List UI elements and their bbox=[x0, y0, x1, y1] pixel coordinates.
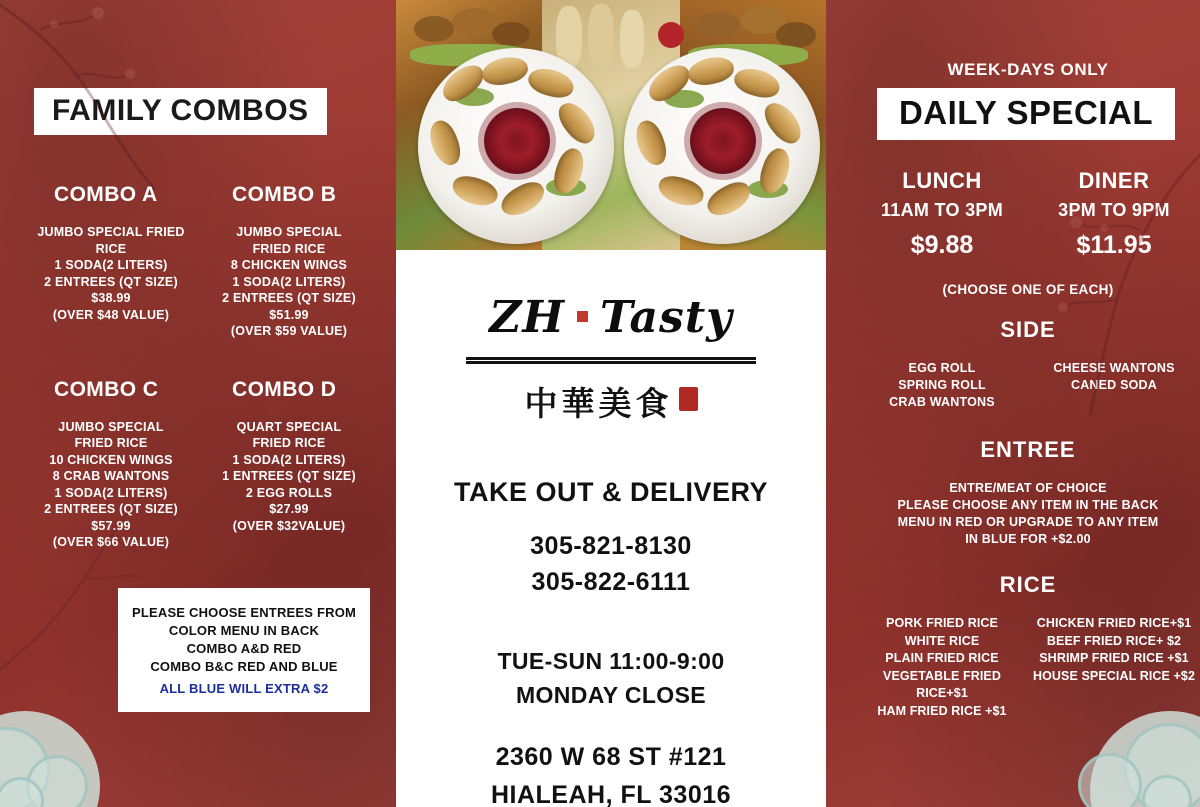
combo-c-line: 1 SODA(2 LITERS) bbox=[54, 485, 168, 500]
combo-a-head-row bbox=[22, 181, 200, 224]
rice-option: SHRIMP FRIED RICE +$1 bbox=[1039, 651, 1189, 665]
entree-line: ENTRE/MEAT OF CHOICE bbox=[949, 481, 1107, 495]
side-options-col-2 bbox=[1028, 360, 1200, 411]
logo-wordmark bbox=[396, 292, 826, 343]
combo-b-line: JUMBO SPECIAL bbox=[236, 225, 342, 239]
combo-b-line: 1 SODA(2 LITERS) bbox=[232, 274, 346, 289]
restaurant-logo bbox=[396, 292, 826, 425]
combo-d-title bbox=[222, 376, 344, 405]
lunch-price: $9.88 bbox=[910, 231, 974, 259]
side-option: EGG ROLL bbox=[908, 361, 976, 375]
daily-special-title: DAILY SPECIAL bbox=[877, 88, 1175, 140]
address-line-1: 2360 W 68 ST #121 bbox=[495, 743, 727, 771]
takeout-heading: TAKE OUT & DELIVERY bbox=[453, 477, 768, 507]
rice-option: VEGETABLE FRIED RICE+$1 bbox=[883, 668, 1001, 700]
combo-a-price: $38.99 bbox=[91, 291, 131, 305]
rice-option: PLAIN FRIED RICE bbox=[885, 651, 999, 665]
combo-c-line: JUMBO SPECIAL bbox=[58, 419, 164, 434]
phone-numbers bbox=[396, 528, 826, 600]
entree-section-header-wrap bbox=[826, 435, 1200, 466]
combo-b-head-row bbox=[200, 181, 378, 224]
combo-b-title bbox=[222, 181, 344, 210]
meal-lunch bbox=[856, 168, 1028, 260]
combo-a-line: JUMBO SPECIAL FRIED RICE bbox=[37, 225, 185, 256]
note-line-4: COMBO B&C RED AND BLUE bbox=[150, 659, 338, 674]
combo-c-value: (OVER $66 VALUE) bbox=[52, 535, 170, 549]
combo-c-line: 8 CRAB WANTONS bbox=[52, 469, 170, 483]
address-line-2: HIALEAH, FL 33016 bbox=[490, 781, 732, 807]
rice-options bbox=[826, 615, 1200, 720]
side-section-header bbox=[980, 315, 1075, 346]
entree-section-title: ENTREE bbox=[980, 437, 1076, 462]
combo-b-line: 8 CHICKEN WINGS bbox=[230, 258, 348, 272]
note-line-2: COLOR MENU IN BACK bbox=[168, 623, 320, 638]
entree-line: IN BLUE FOR +$2.00 bbox=[965, 532, 1091, 546]
entree-line: MENU IN RED OR UPGRADE TO ANY ITEM bbox=[897, 515, 1159, 529]
side-option: CANED SODA bbox=[1070, 378, 1158, 392]
combo-b-price: $51.99 bbox=[269, 307, 309, 322]
rice-option: HAM FRIED RICE +$1 bbox=[877, 703, 1007, 718]
logo-chinese-text: 中華美食 bbox=[524, 384, 673, 423]
rice-section-title: RICE bbox=[999, 572, 1057, 597]
family-combos-title: FAMILY COMBOS bbox=[34, 88, 327, 135]
side-options bbox=[826, 360, 1200, 411]
combo-d-line: FRIED RICE bbox=[252, 436, 326, 450]
choose-one-note: (CHOOSE ONE OF EACH) bbox=[942, 282, 1114, 297]
hours-closed: MONDAY CLOSE bbox=[515, 682, 707, 708]
carved-rose-right bbox=[690, 108, 756, 174]
weekdays-label: WEEK-DAYS ONLY bbox=[947, 60, 1109, 79]
combo-c-lines bbox=[22, 419, 200, 551]
meal-periods bbox=[826, 168, 1200, 260]
logo-zh-text: ZH bbox=[489, 292, 565, 343]
combo-d bbox=[200, 376, 378, 551]
combo-d-value: (OVER $32VALUE) bbox=[232, 518, 346, 533]
combo-d-title-text: COMBO D bbox=[232, 377, 337, 401]
carved-rose-left bbox=[484, 108, 550, 174]
combo-b-value: (OVER $59 VALUE) bbox=[230, 324, 348, 338]
combo-a-value: (OVER $48 VALUE) bbox=[52, 307, 170, 322]
combo-c-line: FRIED RICE bbox=[74, 436, 148, 450]
logo-square-icon bbox=[577, 311, 588, 322]
dinner-time: 3PM TO 9PM bbox=[1058, 200, 1170, 220]
combo-c-title bbox=[44, 376, 166, 405]
combo-a bbox=[22, 181, 200, 340]
center-panel-info bbox=[396, 0, 826, 807]
combo-a-lines bbox=[22, 224, 200, 323]
lunch-time: 11AM TO 3PM bbox=[880, 200, 1003, 220]
combo-grid bbox=[0, 181, 396, 551]
combo-a-line: 1 SODA(2 LITERS) bbox=[54, 258, 168, 272]
entree-selection-note bbox=[118, 588, 370, 712]
note-line-3: COMBO A&D RED bbox=[186, 641, 302, 656]
combo-b-title-text: COMBO B bbox=[232, 183, 337, 206]
dinner-price: $11.95 bbox=[1076, 231, 1152, 259]
combo-b-lines bbox=[200, 224, 378, 340]
phone-number-1[interactable]: 305-821-8130 bbox=[530, 532, 692, 560]
entree-section-header bbox=[960, 435, 1095, 466]
rice-option: WHITE RICE bbox=[904, 633, 980, 648]
combo-c-line: 10 CHICKEN WINGS bbox=[49, 452, 173, 467]
side-option: CHEESE WANTONS bbox=[1053, 361, 1175, 375]
combo-d-lines bbox=[200, 419, 378, 535]
combo-d-line: 2 EGG ROLLS bbox=[245, 485, 333, 500]
food-photo-strip bbox=[396, 0, 826, 250]
family-combos-title-wrap bbox=[34, 88, 396, 135]
combo-c-head-row bbox=[22, 376, 200, 419]
rice-options-col-1 bbox=[856, 615, 1028, 720]
daily-special-title-wrap bbox=[826, 88, 1200, 140]
combo-a-line: 2 ENTREES (QT SIZE) bbox=[44, 274, 178, 289]
seal-stamp-icon bbox=[679, 387, 698, 411]
logo-divider bbox=[466, 357, 756, 364]
combo-a-title-text: COMBO A bbox=[54, 183, 158, 206]
side-section-title: SIDE bbox=[1000, 317, 1056, 342]
business-hours bbox=[396, 644, 826, 712]
logo-tasty-text: Tasty bbox=[600, 292, 733, 343]
logo-chinese-text-wrap bbox=[396, 378, 826, 425]
combo-c-line: 2 ENTREES (QT SIZE) bbox=[44, 502, 178, 516]
combo-b bbox=[200, 181, 378, 340]
combo-b-line: FRIED RICE bbox=[252, 241, 326, 256]
phone-number-2[interactable]: 305-822-6111 bbox=[531, 568, 691, 596]
combo-b-line: 2 ENTREES (QT SIZE) bbox=[222, 291, 356, 305]
rice-section-header-wrap bbox=[826, 570, 1200, 601]
lunch-name: LUNCH bbox=[902, 168, 982, 193]
side-option: CRAB WANTONS bbox=[889, 395, 995, 409]
meal-dinner bbox=[1028, 168, 1200, 260]
side-options-col-1 bbox=[856, 360, 1028, 411]
combo-c bbox=[22, 376, 200, 551]
entree-instructions bbox=[826, 480, 1200, 548]
left-panel-family-combos bbox=[0, 0, 396, 807]
address-block bbox=[396, 738, 826, 807]
combo-c-price: $57.99 bbox=[91, 518, 131, 533]
right-panel-daily-special bbox=[826, 0, 1200, 807]
combo-a-title bbox=[44, 181, 166, 210]
combo-c-title-text: COMBO C bbox=[54, 377, 159, 401]
side-section-header-wrap bbox=[826, 315, 1200, 346]
rice-option: BEEF FRIED RICE+ $2 bbox=[1046, 633, 1182, 648]
entree-line: PLEASE CHOOSE ANY ITEM IN THE BACK bbox=[897, 498, 1159, 512]
side-option: SPRING ROLL bbox=[898, 378, 986, 392]
hours-open: TUE-SUN 11:00-9:00 bbox=[497, 648, 725, 674]
rice-option: PORK FRIED RICE bbox=[886, 616, 998, 630]
note-line-blue: ALL BLUE WILL EXTRA $2 bbox=[159, 681, 329, 696]
combo-d-head-row bbox=[200, 376, 378, 419]
rice-options-col-2 bbox=[1028, 615, 1200, 720]
combo-d-line: 1 ENTREES (QT SIZE) bbox=[222, 469, 356, 483]
combo-d-line: 1 SODA(2 LITERS) bbox=[232, 452, 346, 467]
rice-option: HOUSE SPECIAL RICE +$2 bbox=[1032, 668, 1196, 683]
combo-d-price: $27.99 bbox=[269, 502, 309, 516]
dinner-name: DINER bbox=[1078, 168, 1150, 193]
rice-section-header bbox=[980, 570, 1077, 601]
combo-d-line: QUART SPECIAL bbox=[236, 419, 342, 434]
rice-option: CHICKEN FRIED RICE+$1 bbox=[1036, 616, 1192, 630]
note-line-1: PLEASE CHOOSE ENTREES FROM bbox=[131, 605, 357, 620]
